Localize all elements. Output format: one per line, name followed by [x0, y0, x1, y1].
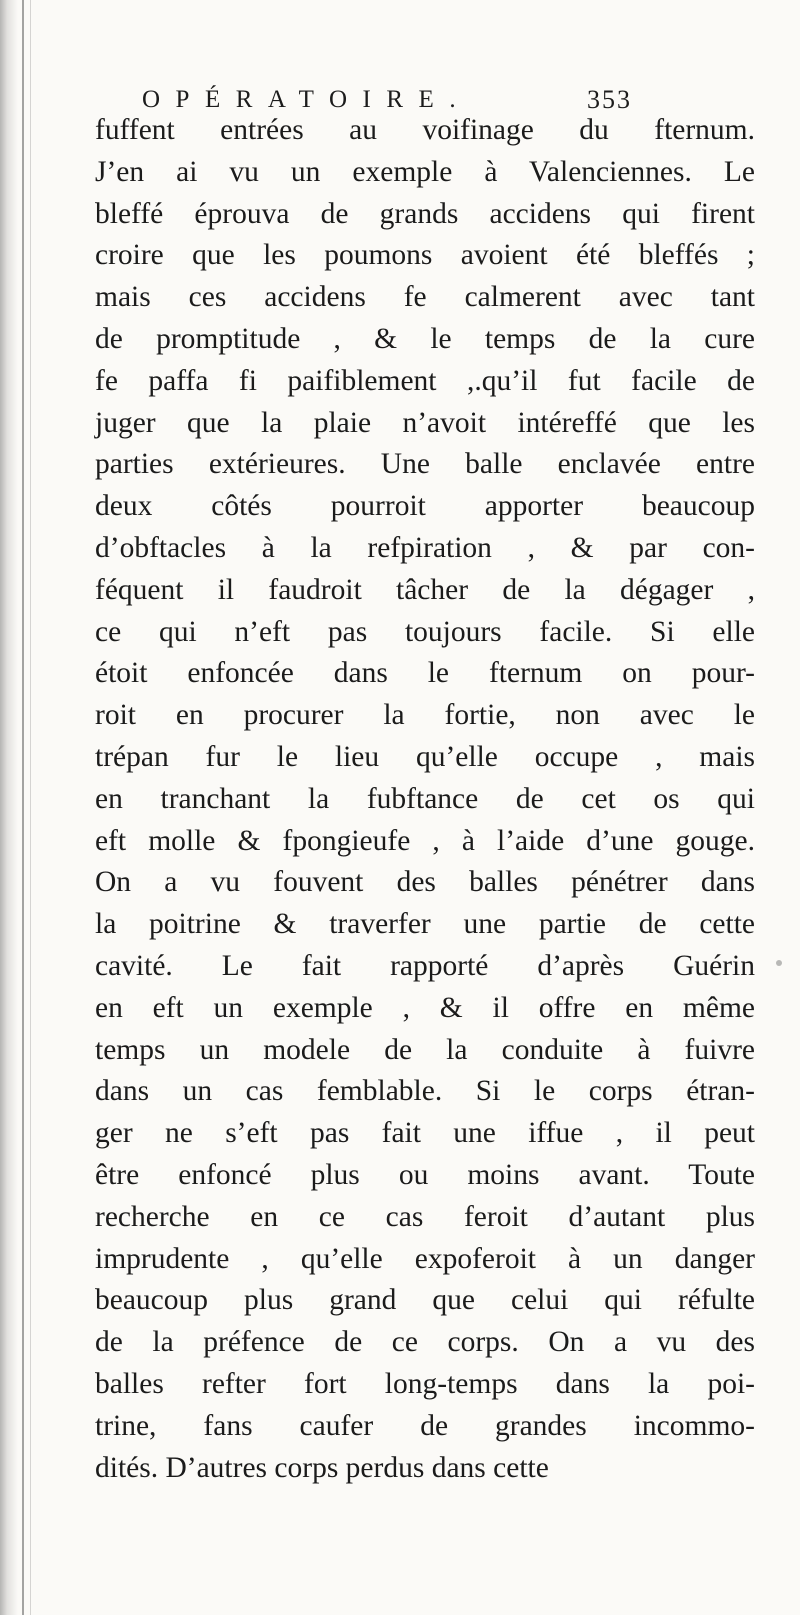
body-text	[95, 110, 755, 1489]
text-line: la poitrine & traverfer une partie de cette	[95, 908, 755, 941]
text-line: eft molle & fpongieufe , à l’aide d’une gouge.	[95, 824, 755, 857]
text-line: temps un modele de la conduite à fuivre	[95, 1033, 755, 1066]
text-line: mais ces accidens fe calmerent avec tant	[95, 281, 755, 314]
text-line: recherche en ce cas feroit d’autant plus	[95, 1200, 755, 1233]
text-line: ce qui n’eft pas toujours facile. Si elle	[95, 615, 755, 648]
text-line: trine, fans caufer de grandes incommo-	[95, 1409, 755, 1442]
text-line: beaucoup plus grand que celui qui réfulte	[95, 1284, 755, 1317]
binding-gutter-edge	[22, 0, 24, 1615]
text-line: fe paffa fi paifiblement ,.qu’il fut facile de	[95, 364, 755, 397]
text-line: trépan fur le lieu qu’elle occupe , mais	[95, 740, 755, 773]
text-line: parties extérieures. Une balle enclavée entre	[95, 448, 755, 481]
text-line: bleffé éprouva de grands accidens qui firent	[95, 197, 755, 230]
text-line: balles refter fort long-temps dans la poi-	[95, 1367, 755, 1400]
text-line: dans un cas femblable. Si le corps étran-	[95, 1075, 755, 1108]
text-line: cavité. Le fait rapporté d’après Guérin	[95, 949, 755, 982]
text-line: deux côtés pourroit apporter beaucoup	[95, 490, 755, 523]
text-line: ger ne s’eft pas fait une iffue , il peut	[95, 1117, 755, 1150]
paper-speck	[776, 960, 782, 966]
text-line: On a vu fouvent des balles pénétrer dans	[95, 866, 755, 899]
text-line: croire que les poumons avoient été bleffés ;	[95, 239, 755, 272]
text-line: étoit enfoncée dans le fternum on pour-	[95, 657, 755, 690]
text-line: de la préfence de ce corps. On a vu des	[95, 1326, 755, 1359]
text-line: de promptitude , & le temps de la cure	[95, 322, 755, 355]
text-line: en tranchant la fubftance de cet os qui	[95, 782, 755, 815]
text-line: J’en ai vu un exemple à Valenciennes. Le	[95, 155, 755, 188]
text-line: féquent il faudroit tâcher de la dégager ,	[95, 573, 755, 606]
text-line: imprudente , qu’elle expoferoit à un danger	[95, 1242, 755, 1275]
text-line: d’obftacles à la refpiration , & par con-	[95, 531, 755, 564]
running-head-title: OPÉRATOIRE.	[142, 86, 472, 113]
text-line: être enfoncé plus ou moins avant. Toute	[95, 1158, 755, 1191]
binding-gutter-edge-inner	[30, 0, 31, 1615]
text-line: fuffent entrées au voifinage du fternum.	[95, 114, 755, 146]
text-line: en eft un exemple , & il offre en même	[95, 991, 755, 1024]
text-line: roit en procurer la fortie, non avec le	[95, 699, 755, 732]
text-line: juger que la plaie n’avoit intéreffé que les	[95, 406, 755, 439]
binding-gutter-shadow	[0, 0, 18, 1615]
page-number: 353	[587, 85, 632, 114]
text-line: dités. D’autres corps perdus dans cette	[95, 1451, 549, 1484]
